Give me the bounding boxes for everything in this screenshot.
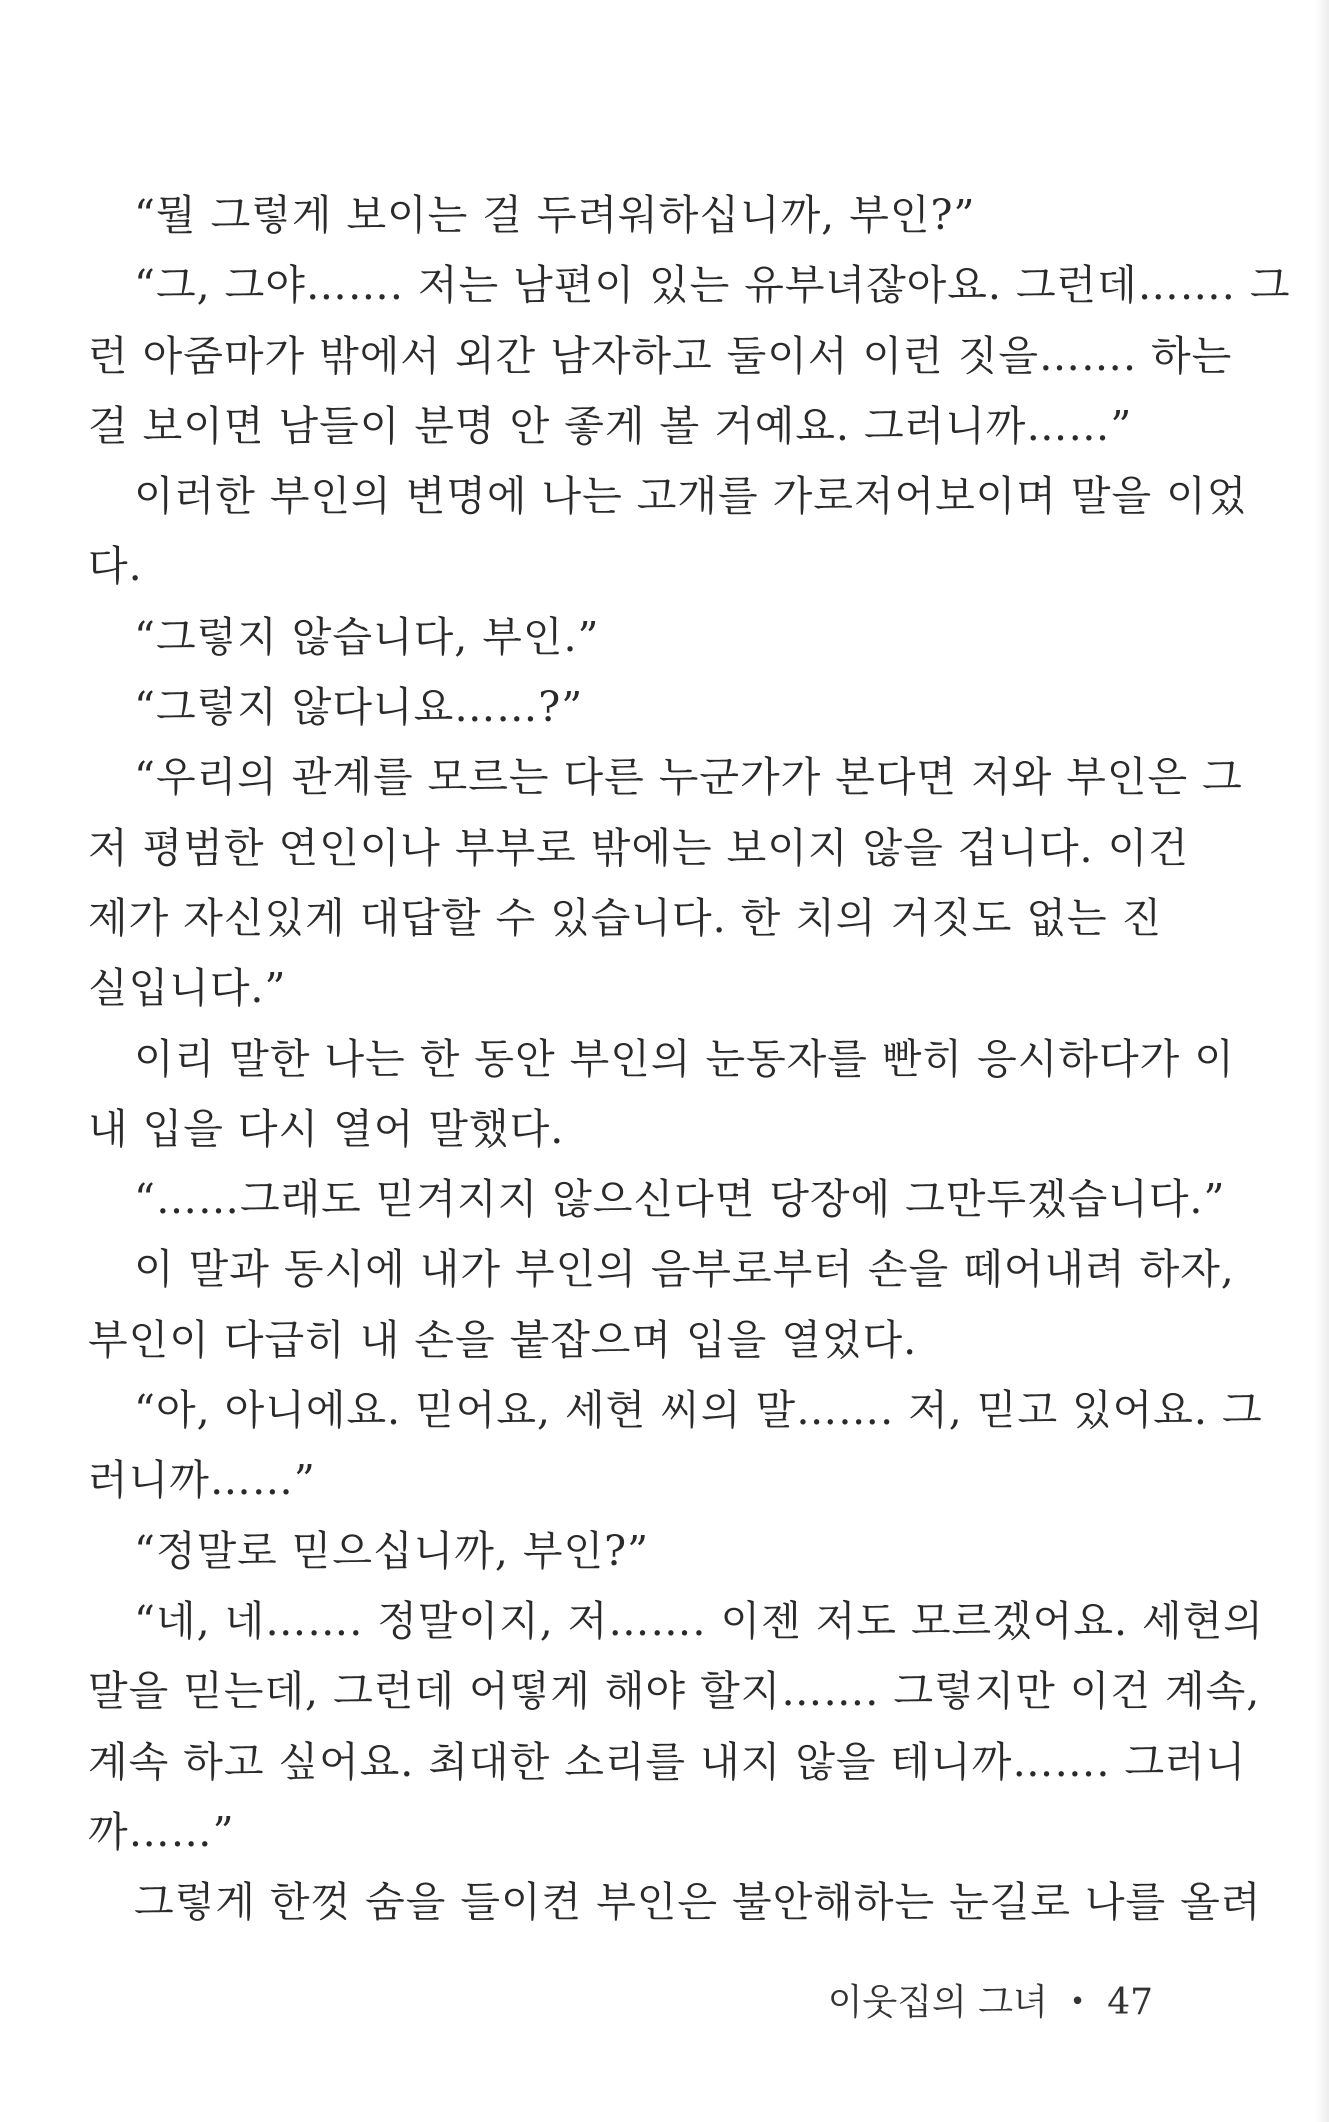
text-line: 그렇게 한껏 숨을 들이켠 부인은 불안해하는 눈길로 나를 올려 — [134, 1878, 1262, 1927]
text-line: 런 아줌마가 밖에서 외간 남자하고 둘이서 이런 짓을……. 하는 — [88, 331, 1233, 380]
text-line: “네, 네……. 정말이지, 저……. 이젠 저도 모르겠어요. 세현의 — [134, 1596, 1264, 1645]
footer-separator: • — [1069, 1987, 1086, 2017]
text-line: “그, 그야……. 저는 남편이 있는 유부녀잖아요. 그런데……. 그 — [134, 261, 1291, 310]
text-line: 이리 말한 나는 한 동안 부인의 눈동자를 빤히 응시하다가 이 — [134, 1034, 1235, 1083]
text-line: “우리의 관계를 모르는 다른 누군가가 본다면 저와 부인은 그 — [134, 753, 1243, 802]
text-line: 러니까……” — [88, 1456, 316, 1505]
page-footer — [828, 1980, 1153, 2025]
text-line: 실입니다.” — [88, 964, 287, 1013]
text-line: 제가 자신있게 대답할 수 있습니다. 한 치의 거짓도 없는 진 — [88, 893, 1163, 942]
page-number: 47 — [1107, 1982, 1153, 2023]
running-title: 이웃집의 그녀 — [827, 1982, 1048, 2023]
text-line: 이러한 부인의 변명에 나는 고개를 가로저어보이며 말을 이었 — [134, 472, 1248, 521]
text-line: “뭘 그렇게 보이는 걸 두려워하십니까, 부인?” — [134, 191, 976, 239]
text-line: 저 평범한 연인이나 부부로 밖에는 보이지 않을 겁니다. 이건 — [88, 823, 1189, 872]
text-line: 계속 하고 싶어요. 최대한 소리를 내지 않을 테니까……. 그러니 — [88, 1737, 1247, 1786]
text-line: 말을 믿는데, 그런데 어떻게 해야 할지……. 그렇지만 이건 계속, — [88, 1667, 1261, 1716]
text-line: 다. — [88, 542, 143, 591]
text-line: “……그래도 믿겨지지 않으신다면 당장에 그만두겠습니다.” — [134, 1175, 1226, 1224]
body-text — [88, 180, 1291, 1937]
page-gutter-shade — [1315, 0, 1329, 2122]
text-line: 걸 보이면 남들이 분명 안 좋게 볼 거예요. 그러니까……” — [88, 401, 1133, 450]
text-line: “아, 아니에요. 믿어요, 세현 씨의 말……. 저, 믿고 있어요. 그 — [134, 1386, 1263, 1435]
text-line: “그렇지 않습니다, 부인.” — [134, 612, 600, 661]
text-line: 까……” — [88, 1807, 235, 1856]
text-line: 부인이 다급히 내 손을 붙잡으며 입을 열었다. — [88, 1315, 918, 1364]
text-line: “그렇지 않다니요……?” — [134, 683, 584, 732]
text-line: “정말로 믿으십니까, 부인?” — [134, 1526, 650, 1575]
text-line: 이 말과 동시에 내가 부인의 음부로부터 손을 떼어내려 하자, — [134, 1245, 1235, 1294]
text-line: 내 입을 다시 열어 말했다. — [88, 1104, 565, 1153]
